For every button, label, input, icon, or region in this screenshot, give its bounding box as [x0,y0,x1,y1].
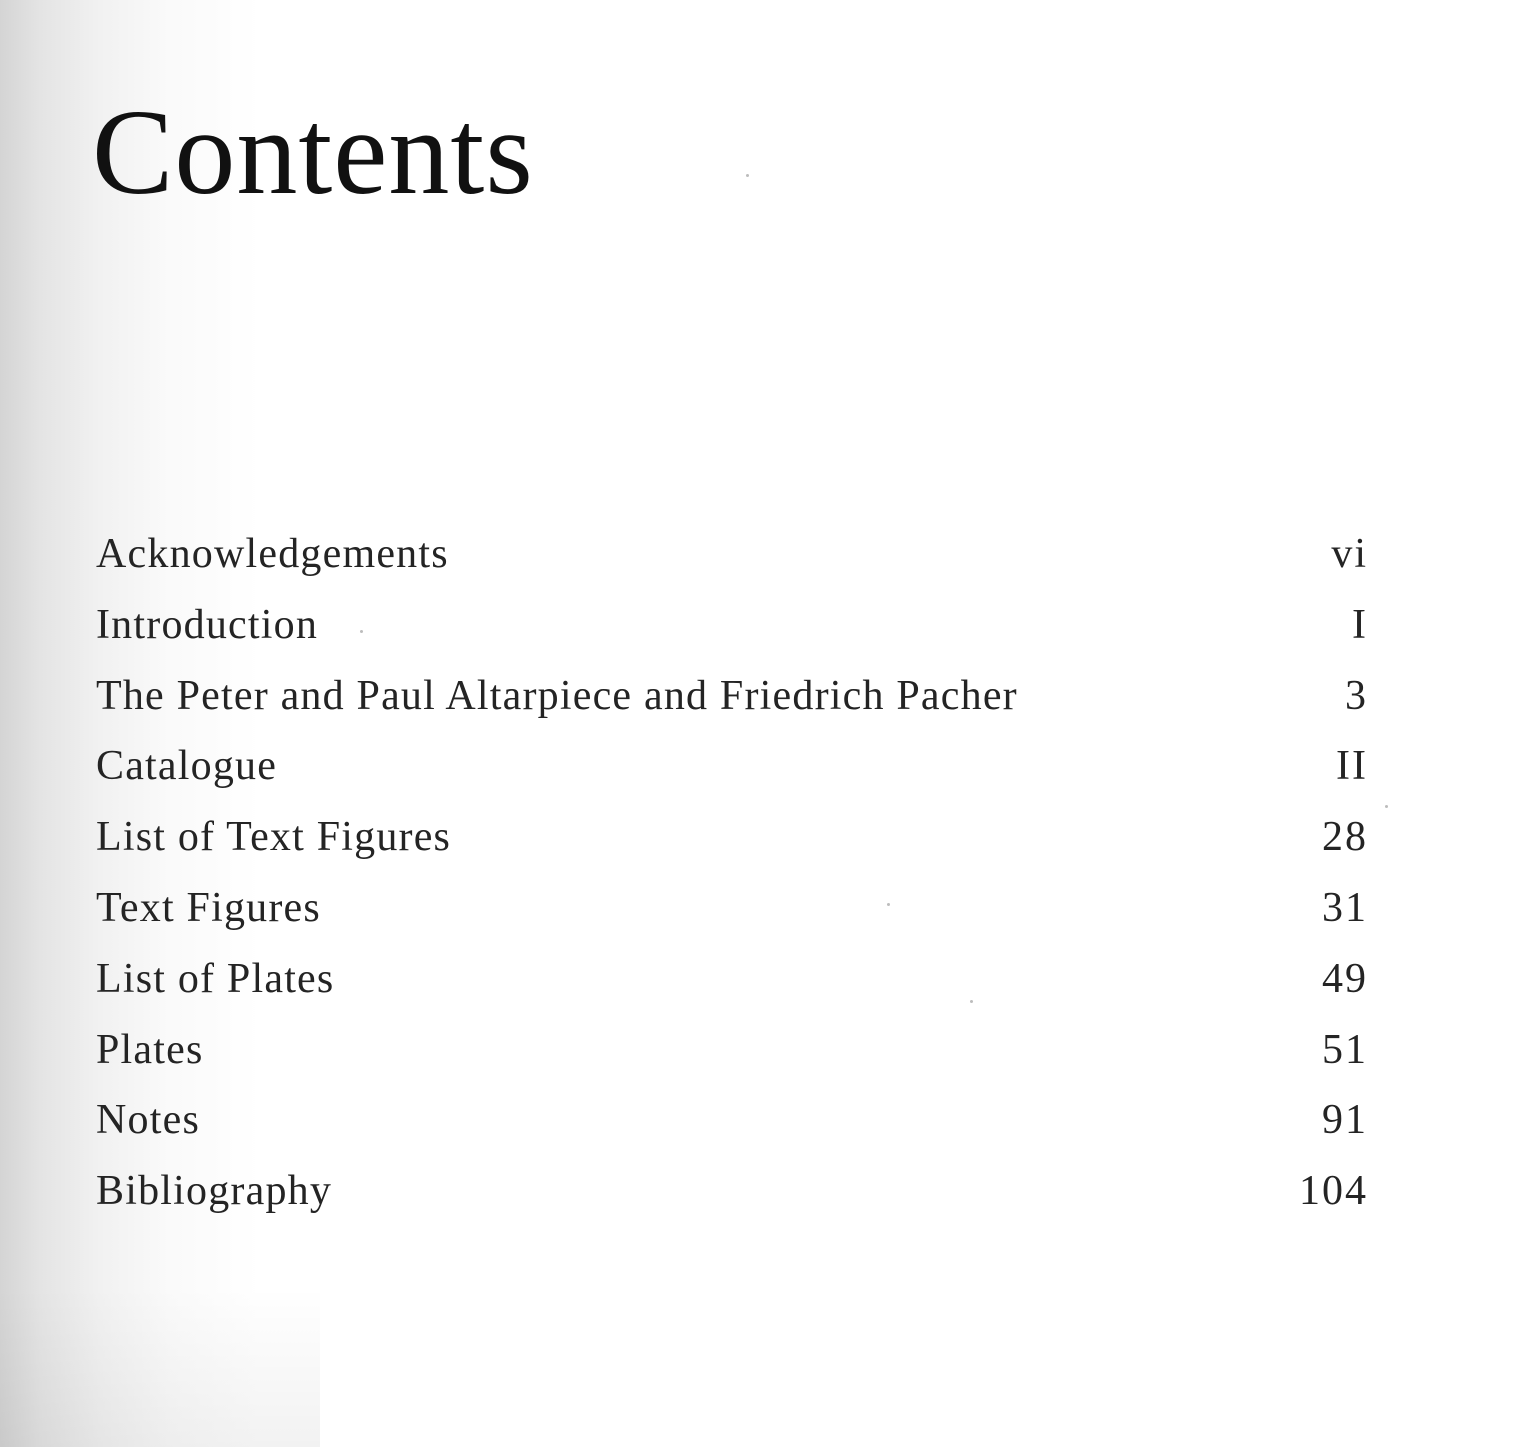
toc-entry-page-number: 3 [1345,672,1368,719]
toc-entry-page-number: 49 [1322,955,1368,1002]
paper-speck [360,630,363,633]
toc-entry-page-number: 104 [1299,1168,1368,1215]
paper-speck [746,174,749,177]
toc-entry-plates [96,1021,1368,1092]
toc-entry-title: Introduction [96,601,319,648]
toc-entry-bibliography [96,1162,1368,1233]
table-of-contents [96,525,1368,1233]
toc-entry-introduction [96,596,1368,667]
toc-entry-page-number: 31 [1322,884,1368,931]
toc-entry-title: Text Figures [96,884,321,931]
toc-entry-title: List of Text Figures [96,814,452,861]
toc-entry-notes [96,1091,1368,1162]
page-title: Contents [92,85,534,220]
toc-entry-catalogue [96,737,1368,808]
page-shadow [0,1287,320,1447]
toc-entry-title: Plates [96,1026,204,1073]
toc-entry-page-number: 28 [1322,814,1368,861]
paper-speck [970,1000,973,1003]
toc-entry-list-of-text-figures [96,808,1368,879]
toc-entry-title: Acknowledgements [96,531,449,577]
toc-entry-title: The Peter and Paul Altarpiece and Friedrich Pacher [96,672,1018,719]
toc-entry-page-number: II [1336,743,1368,790]
toc-entry-text-figures [96,879,1368,950]
toc-entry-title: Catalogue [96,743,278,790]
paper-speck [1385,805,1388,808]
paper-speck [887,903,890,906]
toc-entry-page-number: 91 [1322,1097,1368,1144]
toc-entry-altarpiece-essay [96,667,1368,738]
toc-entry-page-number: vi [1331,531,1368,577]
toc-entry-list-of-plates [96,950,1368,1021]
toc-entry-title: Notes [96,1097,200,1144]
toc-entry-title: List of Plates [96,955,335,1002]
toc-entry-title: Bibliography [96,1168,333,1215]
toc-entry-page-number: 51 [1322,1026,1368,1073]
toc-entry-acknowledgements [96,525,1368,596]
toc-entry-page-number: I [1352,601,1368,648]
